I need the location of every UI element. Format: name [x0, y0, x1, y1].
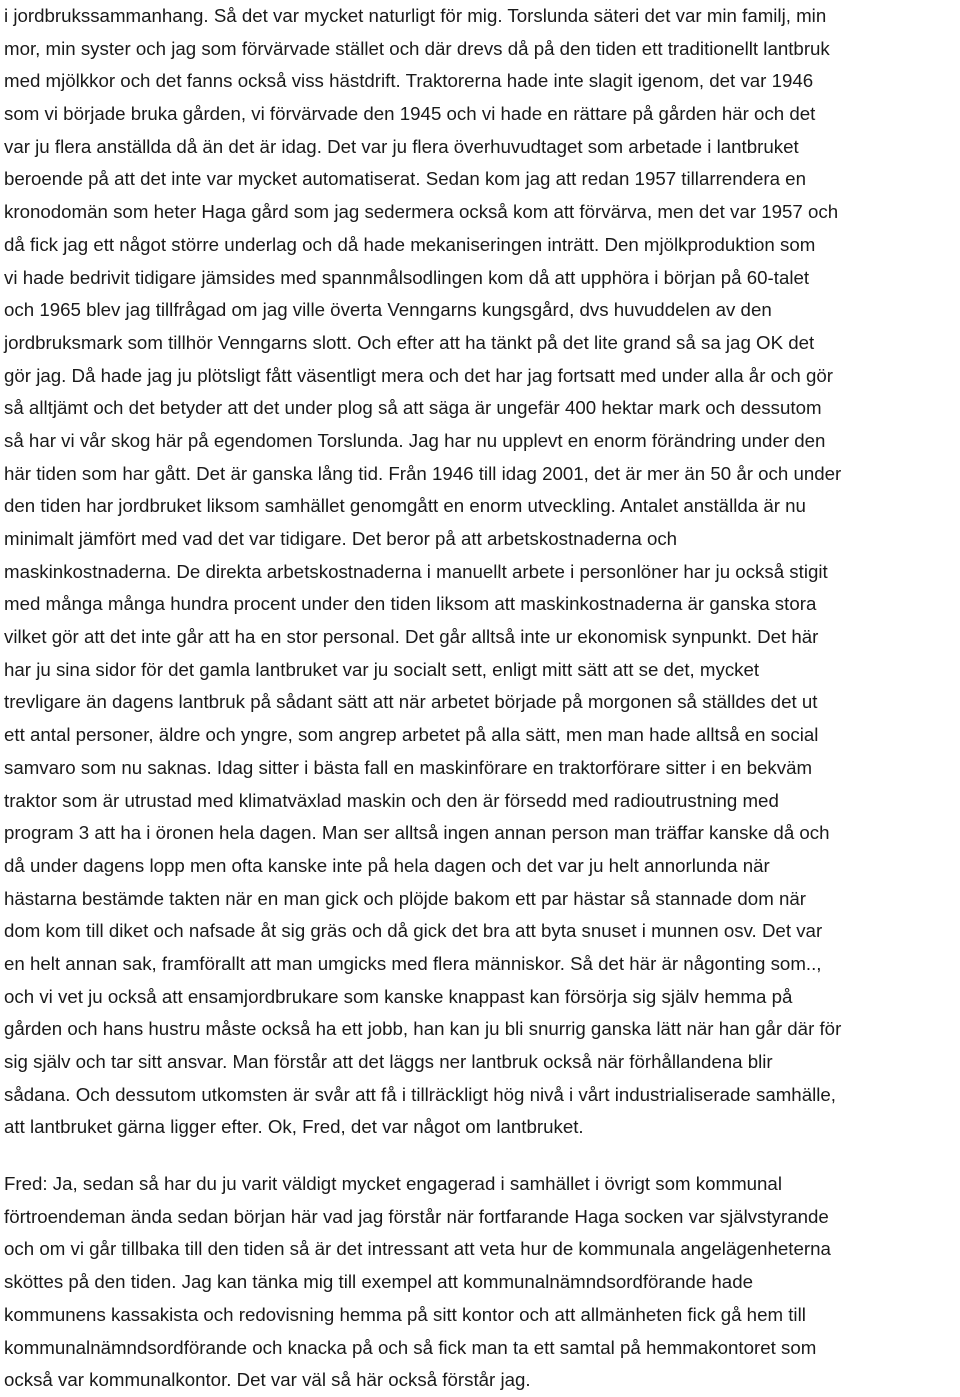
text-line: en helt annan sak, framförallt att man umgicks med flera människor. Så det här är någonting som.., [4, 952, 822, 974]
text-line: gården och hans hustru måste också ha ett jobb, han kan ju bli snurrig ganska lätt när han går där för [4, 1018, 842, 1040]
text-line: också var kommunalkontor. Det var väl så här också förstår jag. [4, 1369, 531, 1391]
text-line: dom kom till diket och nafsade åt sig gräs och då gick det bra att byta snuset i munnen osv. Det var [4, 920, 823, 942]
text-line: har ju sina sidor för det gamla lantbruket var ju socialt sett, enligt mitt sätt att se det, mycket [4, 658, 760, 680]
text-line: program 3 att ha i öronen hela dagen. Man ser alltså ingen annan person man träffar kanske då och [4, 822, 830, 844]
text-line: sådana. Och dessutom utkomsten är svår att få i tillräckligt hög nivå i vårt industrialiserade samhälle, [4, 1083, 836, 1105]
text-line: vi hade bedrivit tidigare jämsides med spannmålsodlingen kom då att upphöra i början på 60-talet [4, 266, 810, 288]
text-line: minimalt jämfört med vad det var tidigare. Det beror på att arbetskostnaderna och [4, 528, 678, 549]
paragraph-farming-history [4, 0, 956, 1144]
text-line: jordbruksmark som tillhör Venngarns slott. Och efter att ha tänkt på det lite grand så sa jag OK det [4, 331, 815, 353]
text-line: att lantbruket gärna ligger efter. Ok, Fred, det var något om lantbruket. [4, 1116, 584, 1138]
text-line: och vi vet ju också att ensamjordbrukare som kanske knappast kan försörja sig själv hemma på [4, 985, 793, 1007]
text-line: och om vi går tillbaka till den tiden så är det intressant att veta hur de kommunala angelägenheterna [4, 1238, 831, 1260]
text-line: så har vi vår skog här på egendomen Torslunda. Jag har nu upplevt en enorm förändring under den [4, 429, 826, 451]
text-line: den tiden har jordbruket liksom samhället genomgått en enorm utveckling. Antalet anställda är nu [4, 495, 806, 517]
paragraph-gap [4, 1144, 956, 1168]
text-line: ett antal personer, äldre och yngre, som angrep arbetet på alla sätt, men man hade alltså en social [4, 724, 819, 746]
text-line: i jordbrukssammanhang. Så det var mycket naturligt för mig. Torslunda säteri det var min familj, min [4, 5, 827, 26]
text-line: med många många hundra procent under den tiden liksom att maskinkostnaderna är ganska stora [4, 593, 817, 615]
text-line: och 1965 blev jag tillfrågad om jag ville överta Venngarns kungsgård, dvs huvuddelen av den [4, 299, 772, 321]
text-line: maskinkostnaderna. De direkta arbetskostnaderna i manuellt arbete i personlöner har ju också stigit [4, 560, 828, 582]
text-line: samvaro som nu saknas. Idag sitter i bästa fall en maskinförare en traktorförare sitter i en bekväm [4, 756, 813, 778]
document-page [4, 0, 956, 1397]
text-line: mor, min syster och jag som förvärvade stället och där drevs då på den tiden ett traditionellt lantbruk [4, 37, 830, 59]
text-line: traktor som är utrustad med klimatväxlad maskin och den är försedd med radioutrustning med [4, 789, 779, 811]
text-line: beroende på att det inte var mycket automatiserat. Sedan kom jag att redan 1957 tillarrendera en [4, 168, 806, 190]
text-line: kommunens kassakista och redovisning hemma på sitt kontor och att allmänheten fick gå hem till [4, 1303, 806, 1325]
text-line: här tiden som har gått. Det är ganska lång tid. Från 1946 till idag 2001, det är mer än 50 år och under [4, 462, 842, 484]
text-line: sig själv och tar sitt ansvar. Man förstår att det läggs ner lantbruk också när förhållandena blir [4, 1051, 773, 1072]
text-line: kommunalnämndsordförande och knacka på och så fick man ta ett samtal på hemmakontoret som [4, 1336, 817, 1358]
paragraph-fred-question [4, 1168, 956, 1397]
text-line: förtroendeman ända sedan början här vad jag förstår när fortfarande Haga socken var självstyrande [4, 1205, 829, 1227]
text-line: kronodomän som heter Haga gård som jag sedermera också kom att förvärva, men det var 1957 och [4, 201, 839, 223]
text-line: var ju flera anställda då än det är idag. Det var ju flera överhuvudtaget som arbetade i lantbruket [4, 135, 799, 157]
text-line: Fred: Ja, sedan så har du ju varit väldigt mycket engagerad i samhället i övrigt som kommunal [4, 1173, 782, 1195]
text-line: gör jag. Då hade jag ju plötsligt fått väsentligt mera och det har jag fortsatt med under alla år och gör [4, 364, 833, 386]
text-line: trevligare än dagens lantbruk på sådant sätt att när arbetet började på morgonen så ställdes det ut [4, 691, 818, 713]
text-line: sköttes på den tiden. Jag kan tänka mig till exempel att kommunalnämndsordförande hade [4, 1271, 753, 1293]
text-line: så alltjämt och det betyder att det under plog så att säga är ungefär 400 hektar mark och dessutom [4, 397, 822, 419]
text-line: då fick jag ett något större underlag och då hade mekaniseringen inträtt. Den mjölkproduktion som [4, 233, 816, 255]
text-line: med mjölkkor och det fanns också viss hästdrift. Traktorerna hade inte slagit igenom, det var 1946 [4, 70, 814, 92]
text-line: som vi började bruka gården, vi förvärvade den 1945 och vi hade en rättare på gården här och det [4, 103, 816, 125]
text-line: då under dagens lopp men ofta kanske inte på hela dagen och det var ju helt annorlunda när [4, 854, 770, 876]
text-line: vilket gör att det inte går att ha en stor personal. Det går alltså inte ur ekonomisk synpunkt. Det här [4, 626, 819, 648]
text-line: hästarna bestämde takten när en man gick och plöjde bakom ett par hästar så stannade dom när [4, 887, 806, 909]
